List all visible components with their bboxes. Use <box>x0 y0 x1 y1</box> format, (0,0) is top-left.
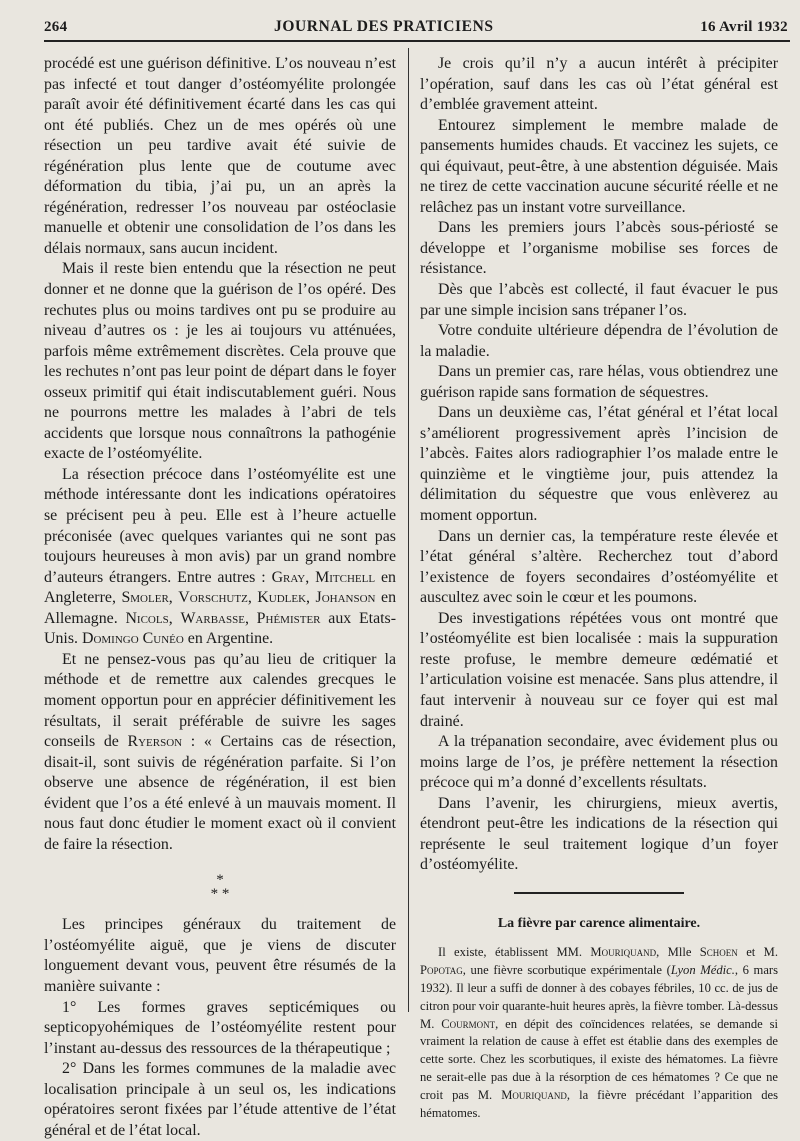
paragraph: Dans l’avenir, les chirurgiens, mieux avertis, étendront peut-être les indications de la résection qui représente le seul traitement logique d’un foyer d’ostéomyélite. <box>420 794 778 874</box>
text-run: en Argentine. <box>187 630 274 648</box>
text-run: , en dépit des coïncidences relatées, se demande si vraiment la relation de cause à effet est établie dans des exemples de cette sorte. Chez les scorbutiques, il existe des hématomes. La fièvre ne serait-elle pas due à la résorption de ces hématomes ? Ce que ne croit pas M. <box>420 1016 778 1102</box>
section-separator <box>44 873 396 901</box>
text-run: Il existe, établissent MM. <box>438 945 583 960</box>
paragraph: La résection précoce dans l’ostéomyélite est une méthode intéressante dont les indications opératoires se précisent peu à peu. Elle est à l’heure actuelle préconisée (avec quelques variantes qui ne sont pas toujours heureuses à mon avis) par un grand nombre d’auteurs étrangers. Entre autres : Gray, Mitchell en Angleterre, Smoler, Vorschutz, Kudlek, Johanson en Allemagne. Nicols, Warbasse, Phémister aux Etats-Unis. Domingo Cunéo en Argentine. <box>44 465 397 648</box>
asterisk: * <box>216 872 224 889</box>
author-name: Ryerson <box>127 733 183 751</box>
paragraph: A la trépanation secondaire, avec évidement plus ou moins large de l’os, je préfère nettement la résection précoce qui m’a donné d’excellents résultats. <box>420 733 778 792</box>
text-run: , une fièvre scorbutique expérimentale ( <box>462 963 671 978</box>
paragraph: Dans un premier cas, rare hélas, vous obtiendrez une guérison rapide sans formation de séquestres. <box>420 363 778 401</box>
author-name: Mouriquand <box>501 1087 567 1102</box>
text-run: La résection précoce dans l’ostéomyélite est une méthode intéressante dont les indications opératoires se précisent peu à peu. Elle est à l’heure actuelle préconisée (avec quelques variantes qui ne sont pas toujours heureuses à mon avis) par un grand nombre d’auteurs étrangers. Entre autres : <box>44 465 396 586</box>
article-separator-rule <box>514 892 684 894</box>
text-run: , Mlle <box>656 945 692 960</box>
paragraph: Des investigations répétées vous ont montré que l’ostéomyélite est bien localisée : mais la suppuration reste profuse, le membre demeure œdématié et l’articulation voisine est menacée. Sans plus attendre, il faut intervenir à nouveau sur ce foyer qui est mal drainé. <box>420 609 778 730</box>
author-name: Warbasse <box>180 609 245 627</box>
page-header <box>44 18 788 40</box>
author-name: Domingo Cunéo <box>81 630 184 648</box>
text-run: en Allemagne. <box>44 589 397 627</box>
paragraph: 1° Les formes graves septicémiques ou septicopyohémiques de l’ostéomyélite restent pour l’instant au-dessus des ressources de la thérapeutique ; <box>44 998 396 1057</box>
author-name: Phémister <box>256 609 321 627</box>
text-run: et M. <box>746 945 778 960</box>
author-name: Vorschutz <box>178 589 248 607</box>
author-name: Kudlek <box>257 589 307 607</box>
column-divider <box>408 48 409 1012</box>
text-run: aux Etats-Unis. <box>44 609 397 648</box>
issue-date: 16 Avril 1932 <box>700 19 788 35</box>
author-name: Popotag <box>420 963 463 978</box>
author-name: Johanson <box>315 589 376 607</box>
asterisks: * * <box>210 886 230 903</box>
author-name: Nicols <box>125 609 169 627</box>
text-run: , 6 mars 1932). Il leur a suffi de donner à des cobayes fébriles, 10 cc. de jus de citron pour voir quarante-huit heures après, la fièvre tomber. Là-dessus M. <box>420 963 778 1031</box>
author-name: Smoler <box>121 589 169 607</box>
paragraph: Dans les premiers jours l’abcès sous-périosté se développe et l’organisme mobilise ses forces de résistance. <box>420 219 778 278</box>
paragraph: Dès que l’abcès est collecté, il faut évacuer le pus par une simple incision sans trépaner l’os. <box>420 281 778 319</box>
text-run: : « Certains cas de résection, disait-il, sont suivis de régénération parfaite. Si l’on observe une absence de régénération, il est bien évident que l’os a été enlevé à un mauvais moment. Il nous faut donc étudier le moment exact où il convient de faire la résection. <box>44 733 396 853</box>
author-name: Schoen <box>699 945 738 960</box>
page-number: 264 <box>44 19 68 35</box>
author-name: Mouriquand <box>590 945 657 960</box>
journal-title: JOURNAL DES PRATICIENS <box>273 18 494 35</box>
text-run: Et ne pensez-vous pas qu’au lieu de critiquer la méthode et de remettre aux calendes grecques le moment opportun pour en apprécier définitivement les résultats, il serait préférable de suivre les sages conseils de <box>44 650 396 751</box>
paragraph: Votre conduite ultérieure dépendra de l’évolution de la maladie. <box>420 322 778 360</box>
author-name: Mitchell <box>315 568 376 586</box>
paragraph: Dans un dernier cas, la température reste élevée et l’état général s’altère. Recherchez tout d’abord l’existence de foyers secondaires d’ostéomyélite et auscultez avec soin le cœur et les poumons. <box>420 527 778 607</box>
header-rule <box>44 40 790 42</box>
text-run: , la fièvre précédant l’apparition des hématomes. <box>420 1087 778 1120</box>
paragraph: Je crois qu’il n’y a aucun intérêt à précipiter l’opération, sauf dans les cas où l’état général est d’emblée gravement atteint. <box>420 55 778 114</box>
author-name: Courmont <box>441 1016 496 1031</box>
paragraph: Les principes généraux du traitement de l’ostéomyélite aiguë, que je viens de discuter longuement devant vous, peuvent être résumés de la manière suivante : <box>44 916 396 995</box>
right-column <box>420 54 778 1122</box>
paragraph <box>44 650 396 855</box>
paragraph: Mais il reste bien entendu que la résection ne peut donner et ne donne que la guérison de l’os opéré. Des rechutes plus ou moins tardives ont pu se produire au niveau d’autres os : je les ai toujours vu atténuées, parfois même extrêmement discrètes. Cela prouve que les rechutes n’ont pas leur point de départ dans le foyer osseux primitif qui était indiscutablement guéri. Nous ne pourrons mettre les malades à l’abri de tels accidents que lorsque nous connaîtrons la pathogénie exacte de l’ostéomyélite. <box>44 260 396 463</box>
paragraph: Entourez simplement le membre malade de pansements humides chauds. Et vaccinez les sujets, ce qui équivaut, peut-être, à une abstention déguisée. Mais ne tirez de cette vaccination aucune sécurité réelle et ne relâchez pas un instant votre surveillance. <box>420 116 778 216</box>
author-name: Gray <box>271 568 306 586</box>
article-body <box>420 944 778 1122</box>
article-title: La fièvre par carence alimentaire. <box>497 915 701 931</box>
left-column <box>44 54 396 1141</box>
journal-reference: Lyon Médic. <box>670 963 735 978</box>
paragraph: Dans un deuxième cas, l’état général et l’état local s’améliorent progressivement après l’incision de l’abcès. Faites alors radiographier l’os malade entre le quinzième et le vingtième jour, puis attendez la délimitation du séquestre que vous enlèverez au moment opportun. <box>420 404 778 525</box>
paragraph: procédé est une guérison définitive. L’os nouveau n’est pas infecté et tout danger d’ostéomyélite prolongée paraît avoir été définitivement écarté dans les cas qui ont été publiés. Chez un de mes opérés où une résection un peu tardive avait été suivie de régénération plus lente que de coutume avec déformation du tibia, j’ai pu, un an après la régénération, redresser l’os nouveau par ostéoclasie manuelle et obtenir une consolidation de l’os dans les délais normaux, sans aucun incident. <box>44 55 396 257</box>
paragraph: 2° Dans les formes communes de la maladie avec localisation principale à un seul os, les indications opératoires seront fixées par l’étude attentive de l’état général et de l’état local. <box>44 1060 396 1139</box>
text-run: en Angleterre, <box>44 568 396 607</box>
